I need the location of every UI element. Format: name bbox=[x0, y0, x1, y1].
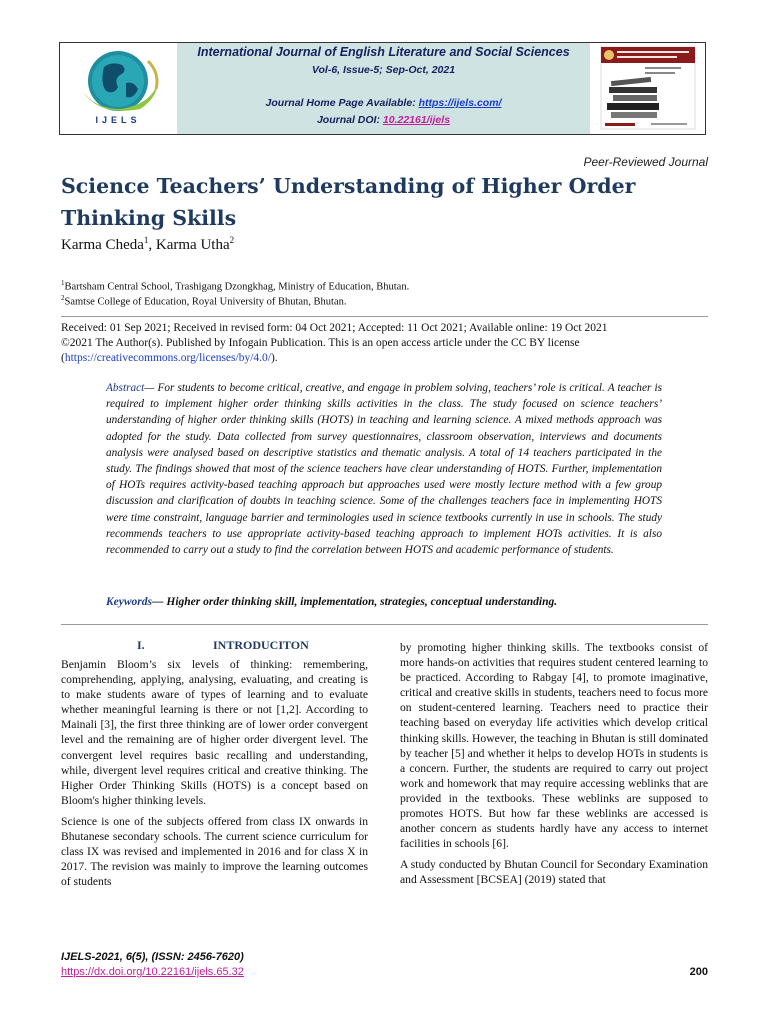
homepage-link[interactable]: https://ijels.com/ bbox=[418, 97, 502, 109]
body-paragraph: Benjamin Bloom’s six levels of thinking: remembering, comprehending, applying, analysing, evaluating, and creating is to make students aware of types of learning and to evaluate whether meaningful learning is there or not [1,2]. According to Mainali [3], the first three thinking are of lower order convergent level and the remaining are of higher order divergent level. The convergent level requires basic recalling and understanding, while, divergent level requires critical and creative thinking. The Higher Order Thinking Skills (HOTS) is a concept based on Bloom's higher thinking levels. bbox=[61, 658, 368, 807]
peer-reviewed-label: Peer-Reviewed Journal bbox=[583, 155, 708, 169]
header-info-panel bbox=[177, 43, 590, 134]
paper-title: Science Teachers’ Understanding of Higher Order Thinking Skills bbox=[61, 174, 636, 230]
body-column-left bbox=[61, 657, 368, 895]
license-paren: ( bbox=[61, 352, 65, 364]
author-separator: , bbox=[148, 237, 156, 253]
doi-label: Journal DOI: bbox=[316, 114, 383, 126]
footer-doi-link[interactable]: https://dx.doi.org/10.22161/ijels.65.32 bbox=[61, 966, 244, 978]
article-dates: Received: 01 Sep 2021; Received in revised form: 04 Oct 2021; Accepted: 11 Oct 2021; Available online: 19 Oct 2021 bbox=[61, 322, 608, 334]
cover-thumbnail-icon bbox=[591, 43, 705, 134]
affiliation bbox=[61, 294, 347, 308]
body-paragraph: Science is one of the subjects offered from class IX onwards in Bhutanese secondary schools. The current science curriculum for class IX was revised and implemented in 2016 and for class X in 2017. The revision was mainly to improve the learning outcomes of students bbox=[61, 814, 368, 889]
journal-name: International Journal of English Literature and Social Sciences bbox=[197, 45, 570, 59]
keywords bbox=[106, 596, 662, 608]
abstract-dash: — bbox=[144, 382, 158, 394]
divider bbox=[61, 316, 708, 317]
keywords-text: Higher order thinking skill, implementation, strategies, conceptual understanding. bbox=[166, 596, 558, 608]
author-name: Karma Cheda bbox=[61, 237, 144, 253]
copyright-notice: ©2021 The Author(s). Published by Infogain Publication. This is an open access article under the CC BY license bbox=[61, 337, 580, 349]
section-title: INTRODUCITON bbox=[213, 638, 309, 652]
body-paragraph: A study conducted by Bhutan Council for Secondary Examination and Assessment [BCSEA] (2019) stated that bbox=[400, 858, 708, 887]
homepage-line bbox=[177, 97, 590, 109]
author-affiliation-mark: 1 bbox=[143, 235, 149, 245]
divider bbox=[61, 624, 708, 625]
logo-text: IJELS bbox=[95, 115, 141, 125]
abstract-label: Abstract bbox=[106, 382, 145, 394]
section-number: I. bbox=[137, 638, 145, 652]
keywords-dash: — bbox=[152, 596, 167, 608]
body-paragraph: by promoting higher thinking skills. The textbooks consist of more hands-on activities that requires student centered learning to be practiced. According to Rabgay [4], to promote imaginative, critical and creative skills in students, teachers need to focus more on student-centered learning. Teachers need to practice their teaching based on everyday life activities which develop critical thinking skills. However, the teaching in Bhutan is still dominated by teacher [5] and whether it helps to develop HOTs in students is a concern. Further, the students are required to carry out project work and homework that may require accessing weblinks that are provided in the textbooks. These weblinks are supposed to promotes HOTS. But how far these weblinks are accessed is another concern as students hardly have any access to internet facilities in schools [6]. bbox=[400, 641, 708, 851]
doi-line bbox=[177, 114, 590, 126]
journal-cover-image bbox=[591, 43, 705, 134]
author-affiliation-mark: 2 bbox=[229, 235, 235, 245]
body-column-right bbox=[400, 640, 708, 894]
license-paren: ). bbox=[270, 352, 278, 364]
affiliation bbox=[61, 279, 409, 293]
journal-header bbox=[59, 42, 706, 135]
page-number: 200 bbox=[689, 966, 708, 978]
affiliation-text: Bartsham Central School, Trashigang Dzongkhag, Ministry of Education, Bhutan. bbox=[64, 281, 410, 293]
license-line bbox=[61, 352, 278, 364]
license-link[interactable]: https://creativecommons.org/licenses/by/4.0/ bbox=[64, 352, 271, 364]
journal-logo bbox=[60, 43, 176, 134]
abstract-text: For students to become critical, creative, and engage in problem solving, teachers’ role is critical. A teacher is required to implement higher order thinking skills activities in the class. The study focused on science teachers’ understanding of higher order thinking skills (HOTS) in teaching and learning science. A mixed methods approach was adopted for the study. Data collected from survey questionnaires, classroom observation, interviews and documents analysis were analysed based on descriptive statistics and thematic analysis. A total of 14 teachers participated in the study. The findings showed that most of the science teachers have clear understanding of HOTS. Further, implementation of HOTs requires activity-based teaching approach but approaches used were mostly lecture method with a few group discussion and clarification of doubts in teaching science. Some of the challenges teachers face in implementing HOTS were time constraint, language barrier and terminologies used in science textbooks currently in use in schools. The study recommends teachers to use appropriate activity-based teaching approach to implement HOTs activities. It is also recommended to carry out a study to find the correlation between HOTS and academic performance of students. bbox=[106, 382, 662, 557]
author-name: Karma Utha bbox=[155, 237, 230, 253]
journal-volume: Vol-6, Issue-5; Sep-Oct, 2021 bbox=[311, 64, 456, 76]
footer-citation: IJELS-2021, 6(5), (ISSN: 2456-7620) bbox=[61, 951, 244, 963]
keywords-label: Keywords bbox=[106, 596, 152, 608]
affiliation-mark: 1 bbox=[61, 279, 65, 287]
author-list bbox=[61, 235, 234, 254]
affiliation-mark: 2 bbox=[61, 294, 65, 302]
homepage-label: Journal Home Page Available: bbox=[265, 97, 419, 109]
journal-doi-link[interactable]: 10.22161/ijels bbox=[382, 114, 451, 126]
abstract bbox=[106, 380, 662, 558]
affiliation-text: Samtse College of Education, Royal University of Bhutan, Bhutan. bbox=[64, 296, 347, 308]
